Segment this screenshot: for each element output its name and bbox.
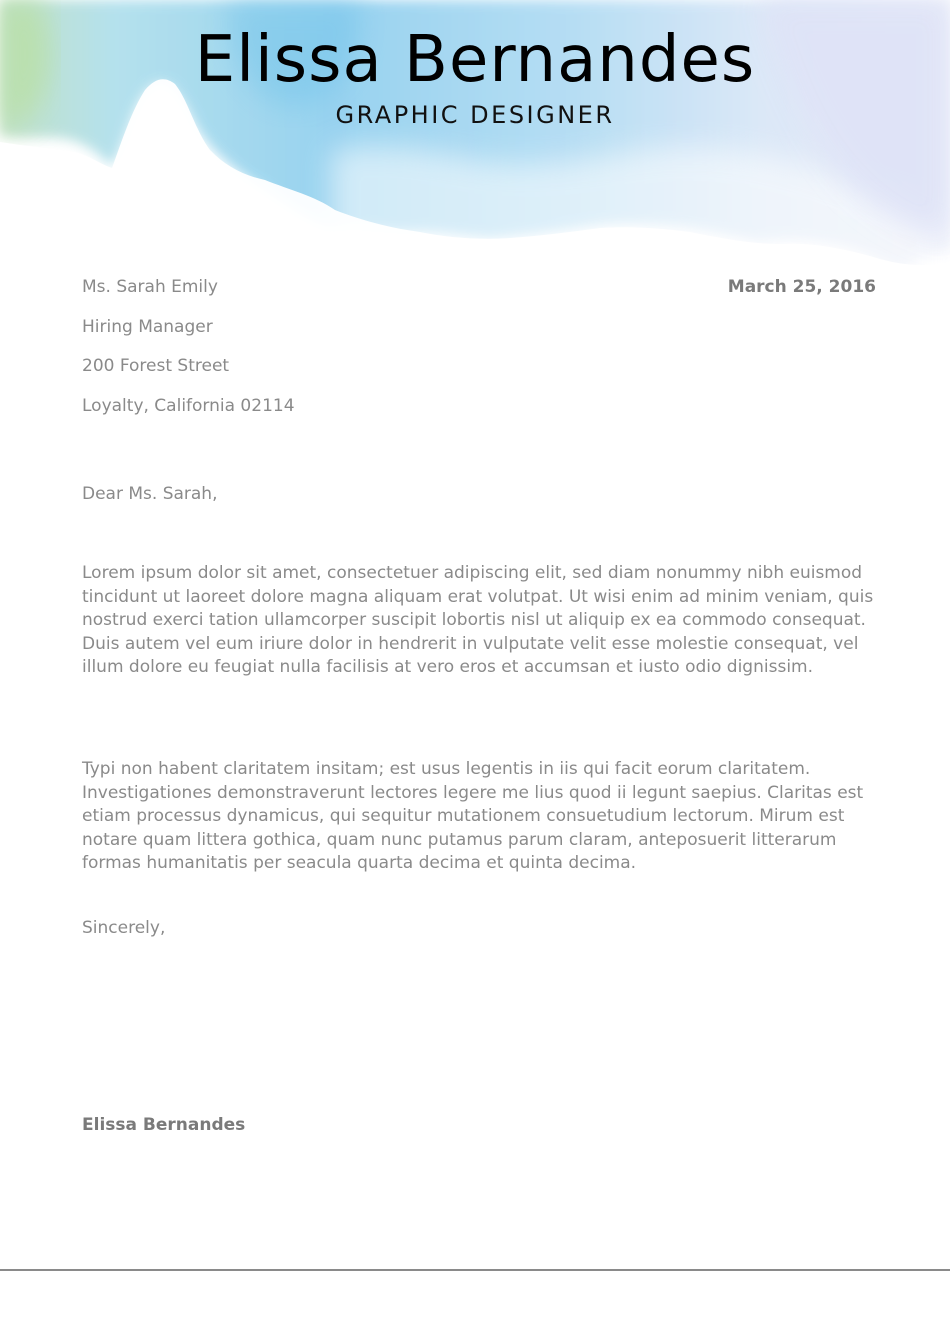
sender-name-heading: Elissa Bernandes (194, 23, 756, 97)
recipient-position: Hiring Manager (82, 316, 213, 337)
body-paragraph-2: Typi non habent claritatem insitam; est usus legentis in iis qui facit eorum claritatem. Investigationes demonstraverunt lectores legere me lius quod ii legunt saepius. Claritas est etiam processus dynamicus, qui sequitur mutationem consuetudium lectorum. Mirum est notare quam littera gothica, quam nunc putamus parum claram, anteposuerit litterarum formas humanitatis per seacula quarta decima et quinta decima. (82, 759, 864, 873)
recipient-street: 200 Forest Street (82, 356, 230, 376)
letter-date: March 25, 2016 (727, 277, 876, 297)
recipient-address-block (82, 276, 482, 434)
salutation: Dear Ms. Sarah, (82, 484, 218, 504)
signature-name: Elissa Bernandes (82, 1115, 246, 1135)
footer-divider (0, 1269, 950, 1271)
body-paragraph-1: Lorem ipsum dolor sit amet, consectetuer adipiscing elit, sed diam nonummy nibh euismod tincidunt ut laoreet dolore magna aliquam erat volutpat. Ut wisi enim ad minim veniam, quis nostrud exerci tation ullamcorper suscipit lobortis nisl ut aliquip ex ea commodo consequat. Duis autem vel eum iriure dolor in hendrerit in vulputate velit esse molestie consequat, vel illum dolore eu feugiat nulla facilisis at vero eros et accumsan et iusto odio dignissim. (82, 563, 874, 677)
job-title: GRAPHIC DESIGNER (335, 101, 615, 129)
closing: Sincerely, (82, 918, 166, 938)
recipient-city: Loyalty, California 02114 (82, 395, 295, 416)
recipient-name: Ms. Sarah Emily (82, 277, 218, 297)
